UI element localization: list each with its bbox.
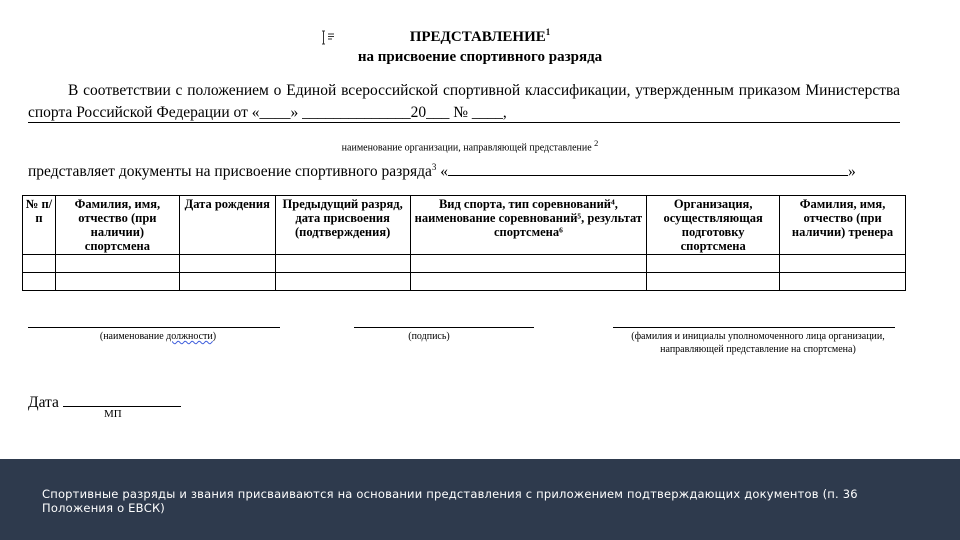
col-birth-date: Дата рождения	[179, 196, 275, 255]
title-subtitle: на присвоение спортивного разряда	[357, 49, 603, 65]
table-row	[23, 273, 906, 291]
sport-rank-blank	[448, 161, 848, 176]
signature-line	[354, 327, 534, 328]
date-blank	[63, 392, 181, 407]
table-row	[23, 255, 906, 273]
col-athlete-name: Фамилия, имя, отчество (при наличии) спортсмена	[55, 196, 179, 255]
footer-bar	[0, 459, 960, 540]
presents-line: представляет документы на присвоение спортивного разряда$^3$ « »	[28, 162, 856, 181]
intro-paragraph	[28, 80, 900, 124]
authorized-person-line	[613, 327, 895, 328]
col-coach-name: Фамилия, имя, отчество (при наличии) тренера	[780, 196, 906, 255]
footer-note: Спортивные разряды и звания присваиваются на основании представления с приложением подтверждающих документов (п. 36 Положения о ЕВСК)	[42, 487, 858, 515]
table-header-row	[23, 196, 906, 255]
document-title	[0, 22, 960, 67]
col-previous-rank: Предыдущий разряд, дата присвоения (подтверждения)	[275, 196, 410, 255]
intro-text: В соответствии с положением о Единой всероссийской спортивной классификации, утвержденным приказом Министерства спорта Российской Федерации от «____» ______________20___ № ____,	[28, 82, 900, 121]
stamp-label: МП	[104, 408, 122, 420]
org-name-caption: наименование организации, направляющей представление $^2$	[341, 139, 599, 154]
authorized-person-caption: (фамилия и инициалы уполномоченного лица организации, направляющей представление на спортсмена)	[631, 331, 885, 355]
title-footnote-mark: 1	[545, 27, 551, 37]
athletes-table	[22, 195, 906, 291]
signature-caption: (подпись)	[408, 331, 450, 342]
position-line	[28, 327, 280, 328]
position-caption: (наименование должности)	[99, 331, 217, 342]
date-line: Дата	[28, 392, 181, 412]
col-number: № п/п	[23, 196, 56, 255]
org-name-line	[28, 122, 900, 123]
col-training-org: Организация, осуществляющая подготовку спортсмена	[647, 196, 780, 255]
col-sport-competition: Вид спорта, тип соревнований⁴, наименование соревнований⁵, результат спортсмена⁶	[410, 196, 647, 255]
title-main: ПРЕДСТАВЛЕНИЕ	[409, 29, 546, 45]
